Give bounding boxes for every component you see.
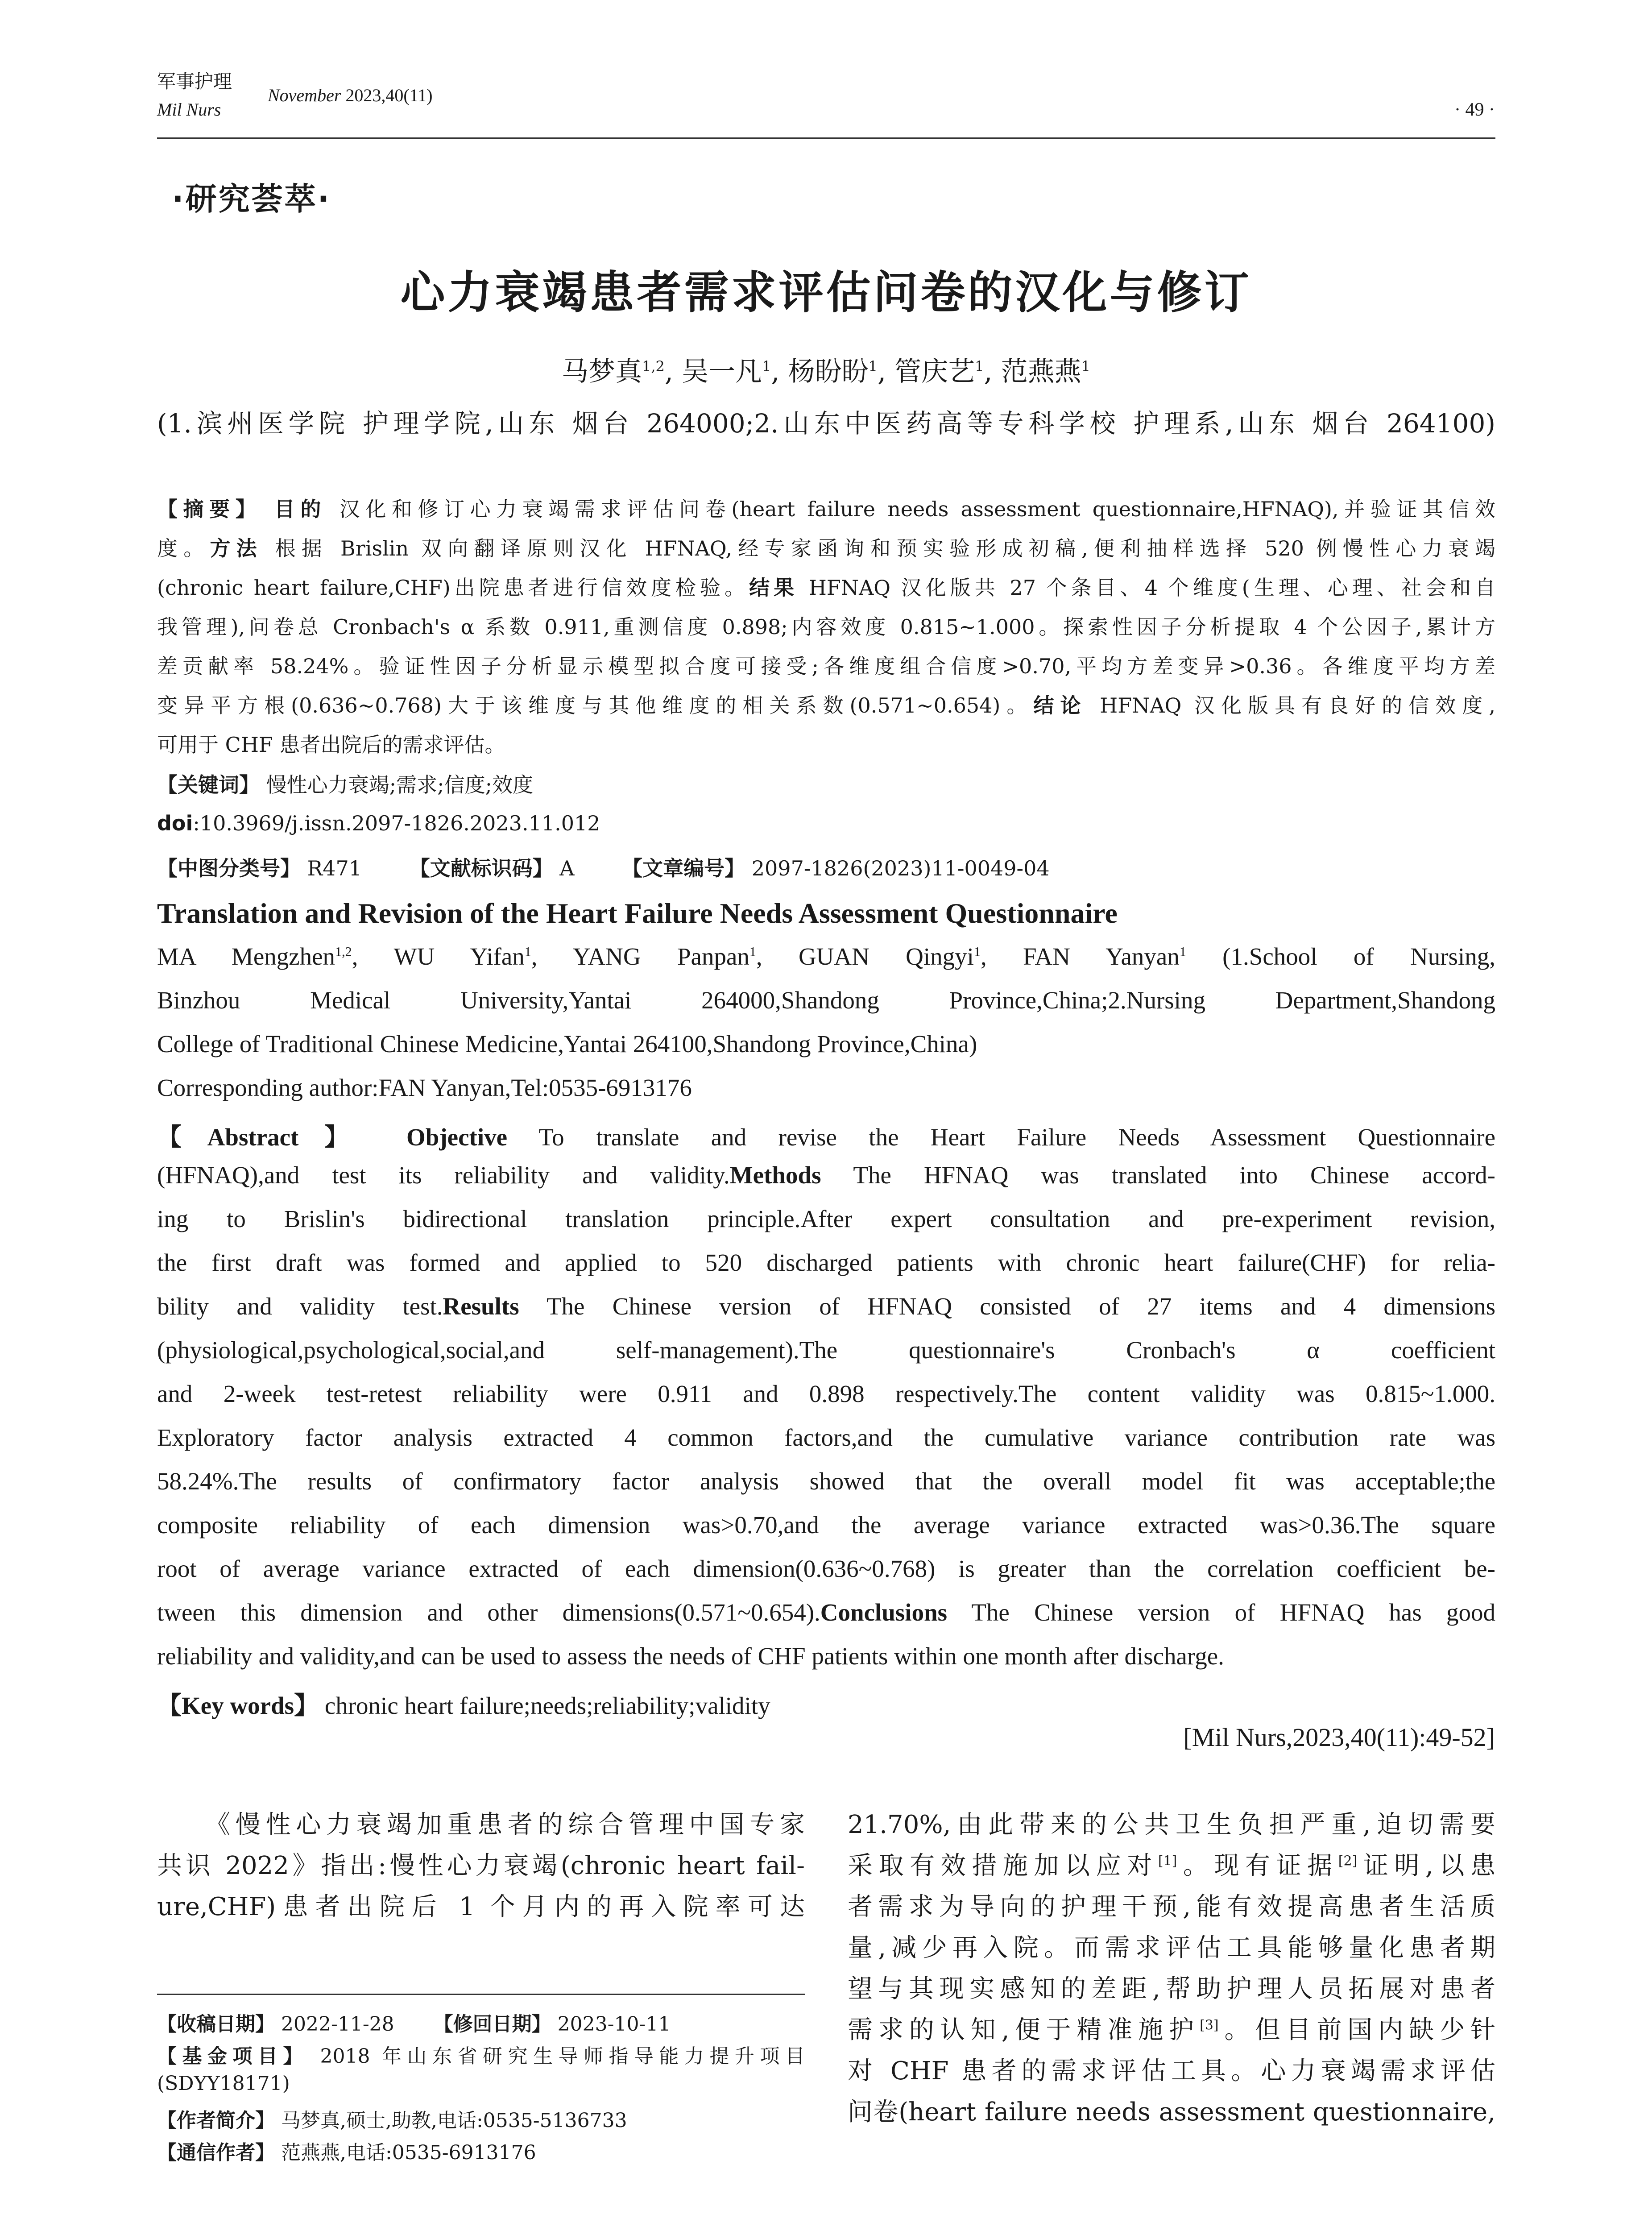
abstract-en-line: ing to Brislin's bidirectional translation principle.After expert consultation and pre-experiment revision, — [157, 1205, 1495, 1232]
abstract-en-line: 【Abstract】 Objective To translate and revise the Heart Failure Needs Assessment Questionnaire — [157, 1124, 1496, 1151]
author-list: 马梦真$^{1,2}$, 吴一凡$^1$, 杨盼盼$^1$, 管庆艺$^1$, 范燕燕$^1$ — [562, 356, 1090, 387]
body-text-line: 共识 2022》指出:慢性心力衰竭(chronic heart fail- — [157, 1851, 805, 1880]
footnote-received: 【收稿日期】 2022-11-28 【修回日期】 2023-10-11 — [157, 2013, 671, 2036]
journal-abbreviation: Mil Nurs — [157, 100, 221, 120]
abstract-cn-line: (chronic heart failure,CHF)出院患者进行信效度检验。结果 HFNAQ 汉化版共 27 个条目、4 个维度(生理、心理、社会和自 — [157, 576, 1495, 600]
header-rule — [157, 137, 1495, 139]
reference-marker: [2] — [1338, 1853, 1358, 1869]
english-authors: MA Mengzhen$^{1,2}$, WU Yifan$^1$, YANG Panpan$^1$, GUAN Qingyi$^1$, FAN Yanyan$^1$ (1.School of Nursing, — [157, 943, 1495, 970]
abstract-en-line: the first draft was formed and applied to 520 discharged patients with chronic heart failure(CHF) for relia- — [157, 1249, 1495, 1276]
author: 吴一凡 — [682, 356, 762, 387]
abstract-cn-line: 差贡献率 58.24%。验证性因子分析显示模型拟合度可接受;各维度组合信度>0.70,平均方差变异>0.36。各维度平均方差 — [157, 654, 1495, 678]
footnote-author-bio: 【作者简介】 马梦真,硕士,助教,电话:0535-5136733 — [157, 2109, 627, 2132]
abstract-cn-line: 变异平方根(0.636~0.768)大于该维度与其他维度的相关系数(0.571~0.654)。结论 HFNAQ 汉化版具有良好的信效度, — [157, 693, 1496, 717]
abstract-en-line: and 2-week test-retest reliability were 0.911 and 0.898 respectively.The content validity was 0.815~1.000. — [157, 1380, 1495, 1407]
journal-name: 军事护理 — [157, 70, 232, 92]
abstract-en-line: (HFNAQ),and test its reliability and validity.Methods The HFNAQ was translated into Chinese accord- — [157, 1161, 1495, 1189]
issue-info: November 2023,40(11) — [268, 85, 433, 105]
author: 杨盼盼 — [788, 356, 869, 387]
english-affiliation-line: Binzhou Medical University,Yantai 264000,Shandong Province,China;2.Nursing Department,Shandong — [157, 987, 1495, 1014]
body-text-line: 问卷(heart failure needs assessment questionnaire, — [848, 2098, 1495, 2127]
abstract-cn-line: 可用于 CHF 患者出院后的需求评估。 — [157, 733, 505, 757]
english-title: Translation and Revision of the Heart Failure Needs Assessment Questionnaire — [157, 897, 1118, 929]
body-text-line: 者需求为导向的护理干预,能有效提高患者生活质 — [848, 1892, 1495, 1921]
reference-marker: [1] — [1158, 1853, 1177, 1869]
abstract-en-line: bility and validity test.Results The Chinese version of HFNAQ consisted of 27 items and 4 dimensions — [157, 1293, 1495, 1320]
footnote-rule — [157, 1994, 805, 1995]
citation: [Mil Nurs,2023,40(11):49-52] — [1183, 1723, 1495, 1752]
body-text-line: 量,减少再入院。而需求评估工具能够量化患者期 — [848, 1933, 1495, 1962]
column-label: ·研究荟萃· — [172, 181, 331, 217]
abstract-en-label: 【Abstract】 — [157, 1124, 375, 1151]
author: 马梦真 — [562, 356, 642, 387]
body-text-line: 21.70%,由此带来的公共卫生负担严重,迫切需要 — [848, 1810, 1495, 1839]
classification-line: 【中图分类号】 R471 【文献标识码】 A 【文章编号】 2097-1826(2023)11-0049-04 — [157, 856, 1050, 880]
footnote-corresponding: 【通信作者】 范燕燕,电话:0535-6913176 — [157, 2141, 536, 2164]
author: 管庆艺 — [894, 356, 975, 387]
body-text-line: 《慢性心力衰竭加重患者的综合管理中国专家 — [205, 1810, 805, 1839]
abstract-en-line: tween this dimension and other dimensions(0.571~0.654).Conclusions The Chinese version of HFNAQ has good — [157, 1599, 1495, 1626]
abstract-en-line: Exploratory factor analysis extracted 4 common factors,and the cumulative variance contribution rate was — [157, 1424, 1495, 1451]
body-text-line: 采取有效措施加以应对[1]。现有证据[2]证明,以患 — [848, 1851, 1495, 1880]
body-text-line: 需求的认知,便于精准施护[3]。但目前国内缺少针 — [848, 2015, 1495, 2044]
reference-marker: [3] — [1200, 2017, 1219, 2033]
doi: doi:10.3969/j.issn.2097-1826.2023.11.012 — [157, 811, 600, 835]
footnote-fund: 【基金项目】 2018 年山东省研究生导师指导能力提升项目 — [157, 2045, 805, 2068]
abstract-en-line: (physiological,psychological,social,and self-management).The questionnaire's Cronbach's α coefficient — [157, 1336, 1495, 1364]
abstract-en-line: 58.24%.The results of confirmatory factor analysis showed that the overall model fit was acceptable;the — [157, 1468, 1495, 1495]
body-text-line: 对 CHF 患者的需求评估工具。心力衰竭需求评估 — [848, 2057, 1495, 2086]
body-text-line: ure,CHF)患者出院后 1 个月内的再入院率可达 — [157, 1892, 805, 1921]
abstract-cn-label: 【摘要】 — [157, 497, 262, 521]
abstract-en-line: reliability and validity,and can be used to assess the needs of CHF patients within one month after discharge. — [157, 1642, 1224, 1670]
article-title: 心力衰竭患者需求评估问卷的汉化与修订 — [400, 266, 1252, 319]
keywords-en: 【Key words】 chronic heart failure;needs;reliability;validity — [157, 1692, 770, 1719]
keywords-cn: 【关键词】 慢性心力衰竭;需求;信度;效度 — [157, 773, 534, 797]
abstract-en-line: composite reliability of each dimension was>0.70,and the average variance extracted was>0.36.The square — [157, 1511, 1495, 1538]
body-text-line: 望与其现实感知的差距,帮助护理人员拓展对患者 — [848, 1974, 1495, 2003]
affiliations: (1.滨州医学院 护理学院,山东 烟台 264000;2.山东中医药高等专科学校 护理系,山东 烟台 264100) — [157, 408, 1495, 439]
abstract-cn-line: 我管理),问卷总 Cronbach's α 系数 0.911,重测信度 0.898;内容效度 0.815~1.000。探索性因子分析提取 4 个公因子,累计方 — [157, 615, 1495, 639]
page-number: · 49 · — [1454, 100, 1495, 120]
english-affiliation-line: College of Traditional Chinese Medicine,Yantai 264100,Shandong Province,China) — [157, 1030, 977, 1057]
abstract-en-line: root of average variance extracted of each dimension(0.636~0.768) is greater than the correlation coefficient be- — [157, 1555, 1495, 1582]
abstract-cn-line: 【摘要】 目的 汉化和修订心力衰竭需求评估问卷(heart failure needs assessment questionnaire,HFNAQ),并验证其信效 — [157, 497, 1496, 521]
footnote-fund-code: (SDYY18171) — [157, 2072, 290, 2095]
abstract-cn-line: 度。方法 根据 Brislin 双向翻译原则汉化 HFNAQ,经专家函询和预实验形成初稿,便利抽样选择 520 例慢性心力衰竭 — [157, 536, 1495, 560]
author: 范燕燕 — [1001, 356, 1081, 387]
corresponding-author: Corresponding author:FAN Yanyan,Tel:0535-6913176 — [157, 1074, 692, 1101]
